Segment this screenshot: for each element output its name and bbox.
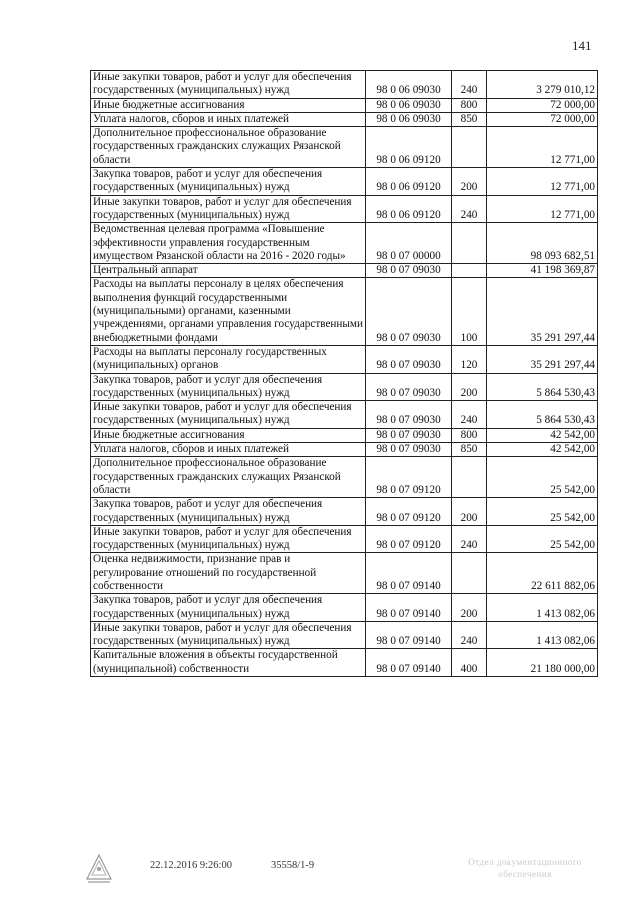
footer-doc-number: 35558/1-9: [271, 860, 315, 871]
row-target-code: 98 0 06 09120: [366, 168, 452, 196]
row-target-code: 98 0 07 09120: [366, 525, 452, 553]
row-expense-type: 240: [452, 195, 487, 223]
row-amount: 22 611 882,06: [487, 553, 598, 594]
row-amount: 12 771,00: [487, 195, 598, 223]
row-expense-type: 400: [452, 649, 487, 677]
table-row: [91, 71, 598, 99]
table-row: [91, 264, 598, 278]
row-target-code: 98 0 07 09120: [366, 457, 452, 498]
row-name: Уплата налогов, сборов и иных платежей: [91, 443, 366, 457]
row-expense-type: 850: [452, 443, 487, 457]
row-amount: 5 864 530,43: [487, 373, 598, 401]
row-target-code: 98 0 07 09030: [366, 428, 452, 442]
page-footer: [0, 850, 640, 890]
row-amount: 1 413 082,06: [487, 621, 598, 649]
row-name: Закупка товаров, работ и услуг для обеспечения государственных (муниципальных) нужд: [91, 594, 366, 622]
row-amount: 5 864 530,43: [487, 401, 598, 429]
table-row: [91, 594, 598, 622]
row-target-code: 98 0 07 09030: [366, 373, 452, 401]
table-row: [91, 525, 598, 553]
row-name: Иные закупки товаров, работ и услуг для обеспечения государственных (муниципальных) нужд: [91, 401, 366, 429]
row-target-code: 98 0 07 09030: [366, 264, 452, 278]
row-amount: 42 542,00: [487, 428, 598, 442]
row-expense-type: [452, 127, 487, 168]
row-expense-type: 200: [452, 168, 487, 196]
table-row: [91, 553, 598, 594]
table-row: [91, 373, 598, 401]
row-name: Ведомственная целевая программа «Повышение эффективности управления государственным имуществом Рязанской области на 2016 - 2020 годы»: [91, 223, 366, 264]
row-expense-type: 800: [452, 428, 487, 442]
row-expense-type: 120: [452, 345, 487, 373]
row-expense-type: 240: [452, 401, 487, 429]
table-row: [91, 98, 598, 112]
row-expense-type: 240: [452, 621, 487, 649]
row-target-code: 98 0 06 09030: [366, 71, 452, 99]
row-amount: 42 542,00: [487, 443, 598, 457]
row-target-code: 98 0 07 09140: [366, 553, 452, 594]
row-target-code: 98 0 07 09120: [366, 498, 452, 526]
row-amount: 35 291 297,44: [487, 278, 598, 345]
row-target-code: 98 0 07 09140: [366, 649, 452, 677]
row-expense-type: 850: [452, 112, 487, 126]
row-name: Центральный аппарат: [91, 264, 366, 278]
row-name: Закупка товаров, работ и услуг для обеспечения государственных (муниципальных) нужд: [91, 498, 366, 526]
row-name: Дополнительное профессиональное образование государственных гражданских служащих Рязанской области: [91, 457, 366, 498]
row-expense-type: 240: [452, 71, 487, 99]
row-amount: 25 542,00: [487, 498, 598, 526]
table-row: [91, 401, 598, 429]
row-target-code: 98 0 06 09030: [366, 98, 452, 112]
row-name: Расходы на выплаты персоналу в целях обеспечения выполнения функций государственными (муниципальными) органами, казенными учреждениями, органами управления государственными внебюджетными фондами: [91, 278, 366, 345]
row-amount: 25 542,00: [487, 525, 598, 553]
row-name: Дополнительное профессиональное образование государственных гражданских служащих Рязанской области: [91, 127, 366, 168]
row-name: Иные закупки товаров, работ и услуг для обеспечения государственных (муниципальных) нужд: [91, 195, 366, 223]
row-name: Уплата налогов, сборов и иных платежей: [91, 112, 366, 126]
row-name: Иные закупки товаров, работ и услуг для обеспечения государственных (муниципальных) нужд: [91, 71, 366, 99]
row-amount: 25 542,00: [487, 457, 598, 498]
row-amount: 72 000,00: [487, 98, 598, 112]
table-row: [91, 112, 598, 126]
row-name: Иные закупки товаров, работ и услуг для обеспечения государственных (муниципальных) нужд: [91, 621, 366, 649]
row-amount: 1 413 082,06: [487, 594, 598, 622]
row-target-code: 98 0 06 09030: [366, 112, 452, 126]
row-name: Иные бюджетные ассигнования: [91, 98, 366, 112]
row-expense-type: [452, 223, 487, 264]
row-name: Закупка товаров, работ и услуг для обеспечения государственных (муниципальных) нужд: [91, 373, 366, 401]
row-amount: 21 180 000,00: [487, 649, 598, 677]
row-amount: 72 000,00: [487, 112, 598, 126]
footer-date: 22.12.2016 9:26:00: [150, 860, 232, 871]
row-name: Расходы на выплаты персоналу государственных (муниципальных) органов: [91, 345, 366, 373]
row-target-code: 98 0 07 09030: [366, 278, 452, 345]
budget-table-body: [91, 71, 598, 677]
row-name: Иные бюджетные ассигнования: [91, 428, 366, 442]
table-row: [91, 443, 598, 457]
emblem-stamp-icon: [82, 852, 116, 886]
table-row: [91, 223, 598, 264]
table-row: [91, 621, 598, 649]
row-target-code: 98 0 06 09120: [366, 127, 452, 168]
watermark-stamp: Отдел документационного обеспечения: [468, 857, 582, 879]
row-amount: 41 198 369,87: [487, 264, 598, 278]
row-amount: 12 771,00: [487, 168, 598, 196]
row-expense-type: [452, 553, 487, 594]
table-row: [91, 127, 598, 168]
table-row: [91, 195, 598, 223]
row-target-code: 98 0 07 09030: [366, 345, 452, 373]
row-expense-type: 200: [452, 498, 487, 526]
row-target-code: 98 0 07 09030: [366, 401, 452, 429]
row-expense-type: 200: [452, 373, 487, 401]
table-row: [91, 345, 598, 373]
row-expense-type: 100: [452, 278, 487, 345]
table-row: [91, 278, 598, 345]
row-name: Закупка товаров, работ и услуг для обеспечения государственных (муниципальных) нужд: [91, 168, 366, 196]
row-expense-type: [452, 457, 487, 498]
table-row: [91, 498, 598, 526]
row-amount: 12 771,00: [487, 127, 598, 168]
row-amount: 98 093 682,51: [487, 223, 598, 264]
row-expense-type: [452, 264, 487, 278]
row-name: Оценка недвижимости, признание прав и регулирование отношений по государственной собственности: [91, 553, 366, 594]
row-amount: 35 291 297,44: [487, 345, 598, 373]
page-number: 141: [572, 38, 592, 53]
row-expense-type: 200: [452, 594, 487, 622]
row-target-code: 98 0 07 09140: [366, 621, 452, 649]
table-row: [91, 168, 598, 196]
row-target-code: 98 0 06 09120: [366, 195, 452, 223]
row-name: Иные закупки товаров, работ и услуг для обеспечения государственных (муниципальных) нужд: [91, 525, 366, 553]
row-expense-type: 800: [452, 98, 487, 112]
table-row: [91, 649, 598, 677]
row-target-code: 98 0 07 09030: [366, 443, 452, 457]
row-target-code: 98 0 07 09140: [366, 594, 452, 622]
table-row: [91, 457, 598, 498]
budget-table: [90, 70, 598, 677]
row-name: Капитальные вложения в объекты государственной (муниципальной) собственности: [91, 649, 366, 677]
table-row: [91, 428, 598, 442]
row-expense-type: 240: [452, 525, 487, 553]
row-amount: 3 279 010,12: [487, 71, 598, 99]
row-target-code: 98 0 07 00000: [366, 223, 452, 264]
